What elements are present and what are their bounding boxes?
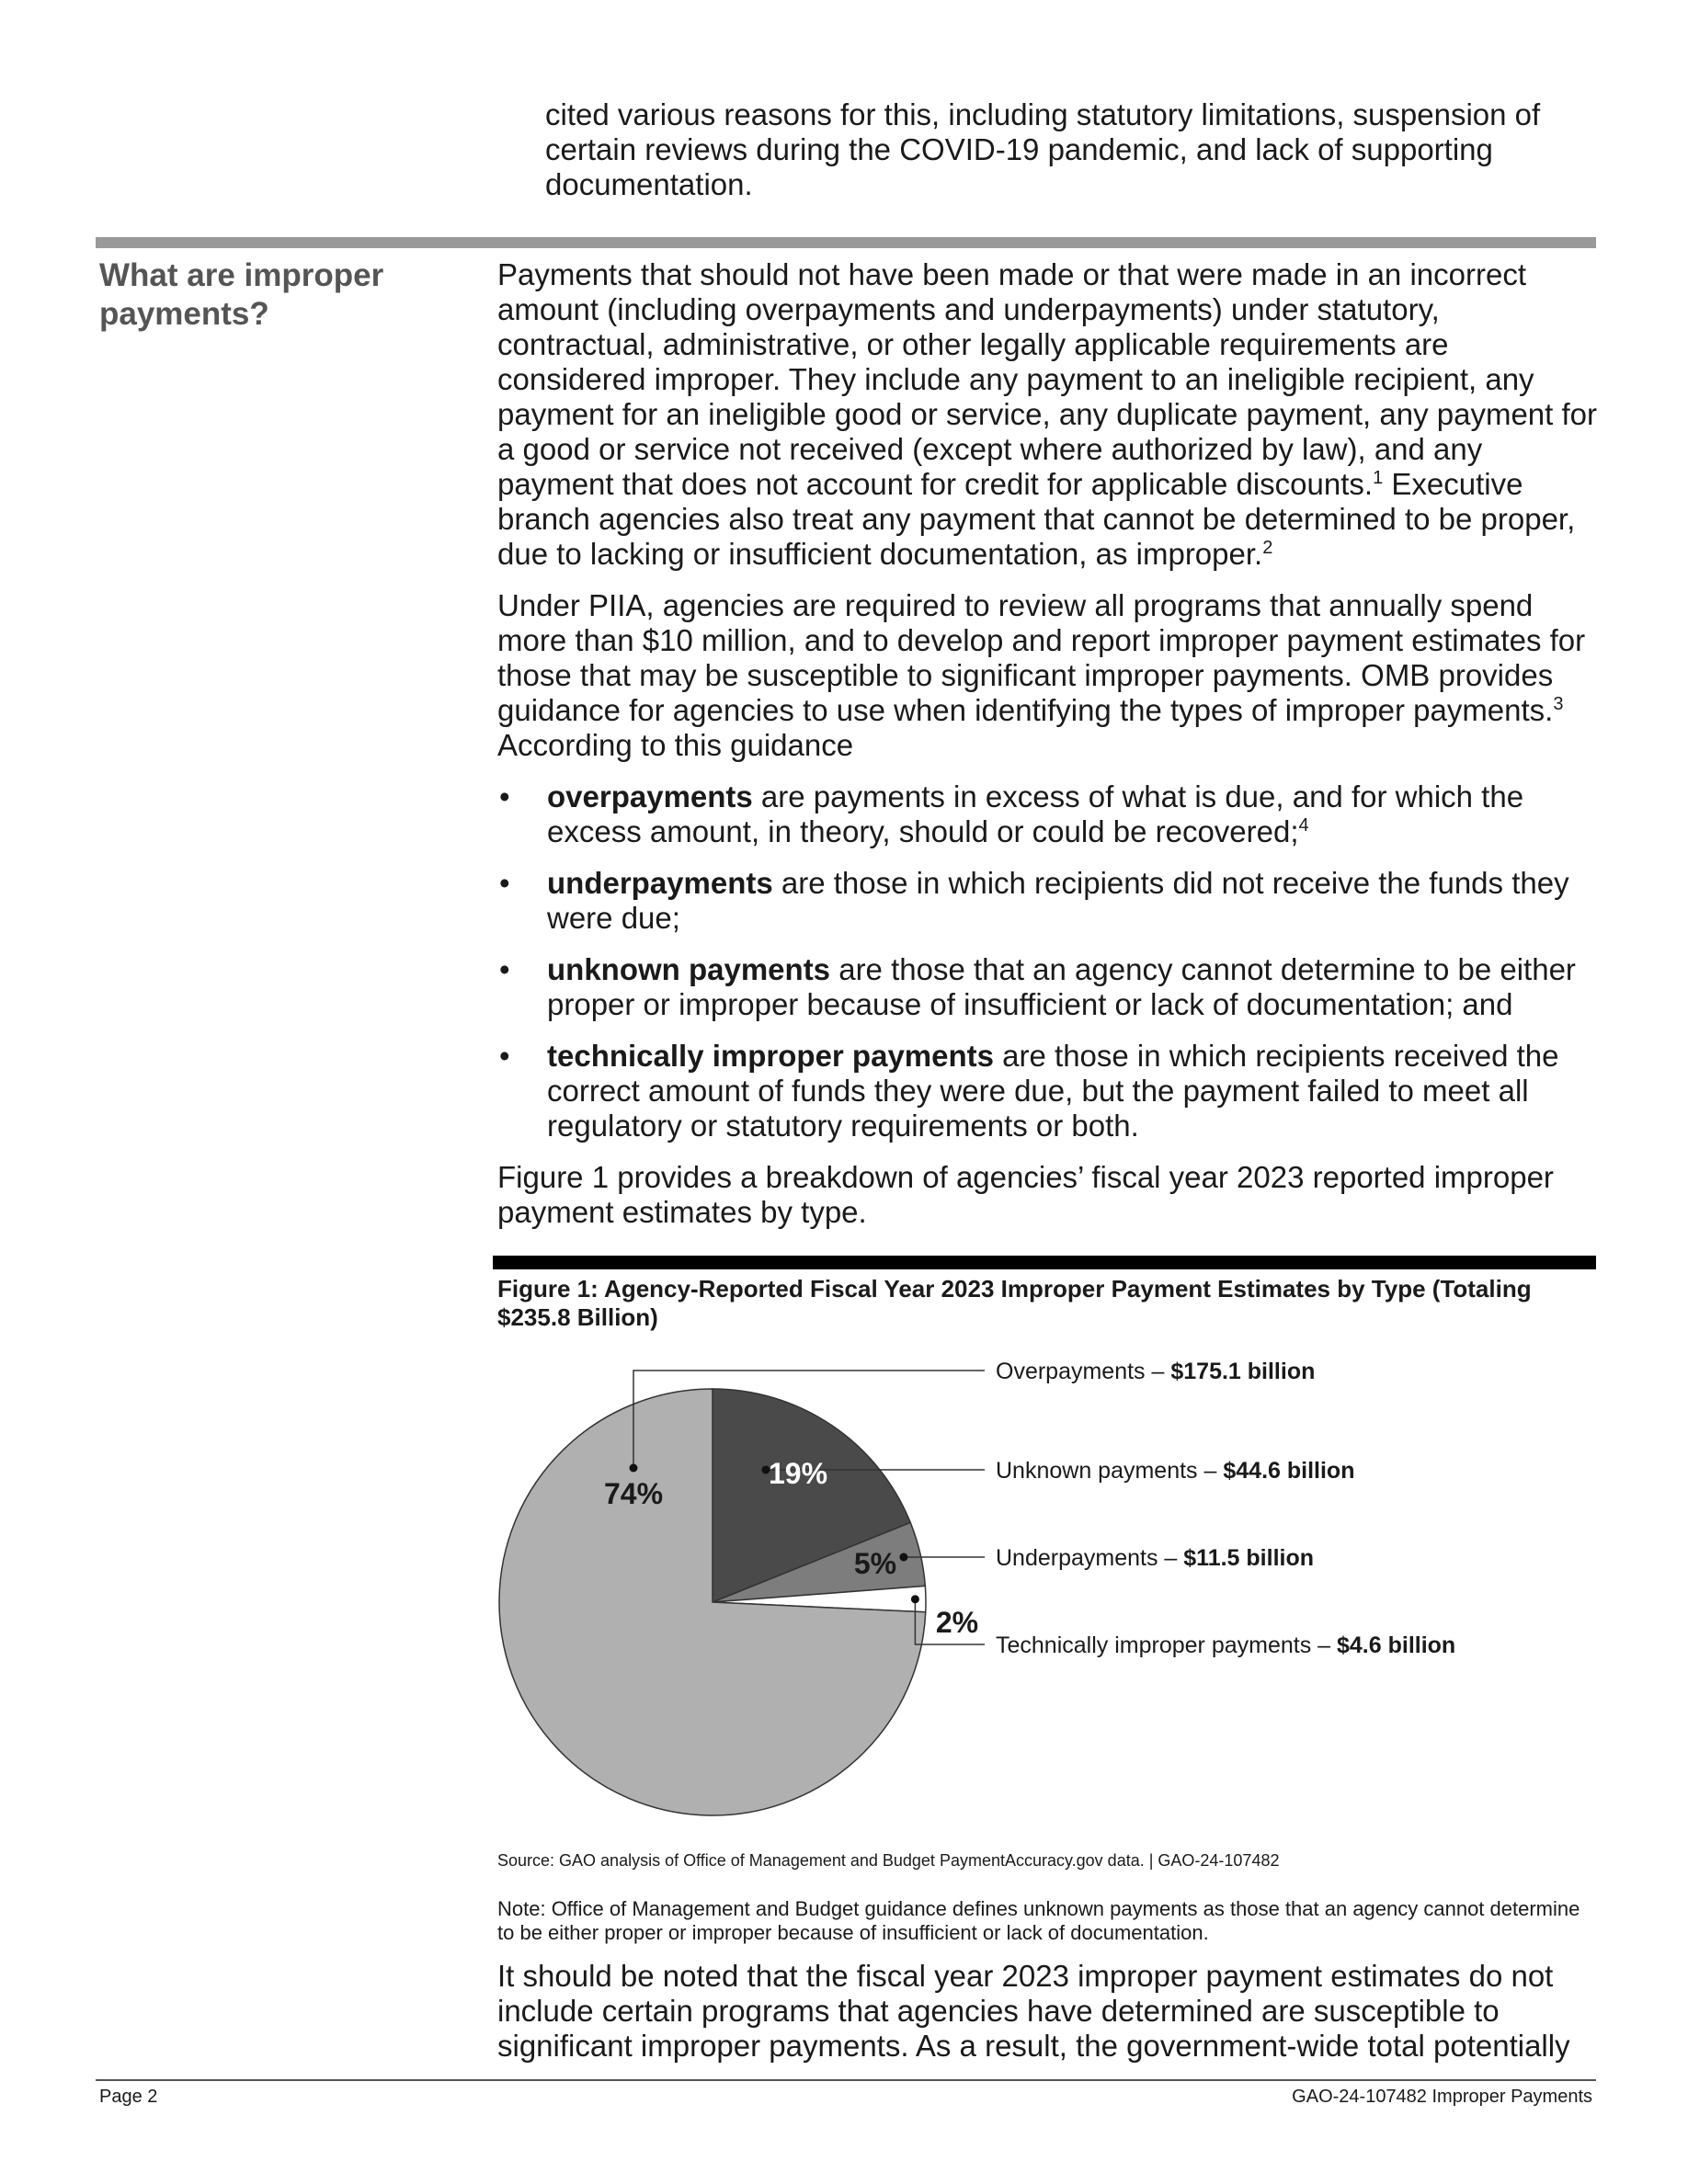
footnote-ref-2[interactable]: 2 — [1262, 538, 1273, 558]
bullet-icon: • — [499, 952, 510, 986]
closing-paragraph: It should be noted that the fiscal year 2023 improper payment estimates do not include certain programs that agencies have determined are susceptible to significant improper payments. As a result, the government-wide total potentially — [497, 1959, 1570, 2063]
bullet-icon: • — [499, 1039, 510, 1073]
leader-dot-overpayments — [630, 1464, 638, 1473]
bullet-term: unknown payments — [547, 952, 831, 986]
legend-label-underpayments: Underpayments – $11.5 billion — [996, 1545, 1315, 1571]
definition-text-a: Payments that should not have been made or that were made in an incorrect amount (including overpayments and underpayments) under statutory, contractual, administrative, or other legally applicable requirements are considered improper. They include any payment to an ineligible recipient, any payment for an ineligible good or service, any duplicate payment, any payment for a good or service not received (except where authorized by law), and any payment that does not account for credit for applicable discounts. — [497, 257, 1598, 501]
figure-note: Note: Office of Management and Budget guidance defines unknown payments as those that an agency cannot determine to be either proper or improper because of insufficient or lack of documentation. — [497, 1897, 1580, 1944]
bullet-icon: • — [499, 779, 510, 813]
bullet-term: underpayments — [547, 866, 773, 900]
figure-source: Source: GAO analysis of Office of Management and Budget PaymentAccuracy.gov data. | GAO-24-107482 — [497, 1851, 1280, 1870]
percent-label-technically-improper-payments: 2% — [935, 1606, 979, 1639]
legend-label-technically-improper-payments: Technically improper payments – $4.6 billion — [996, 1632, 1456, 1658]
footer-divider — [96, 2079, 1596, 2081]
percent-label-unknown-payments: 19% — [768, 1457, 828, 1490]
section-heading: What are improper payments? — [99, 257, 384, 332]
legend-label-overpayments: Overpayments – $175.1 billion — [996, 1359, 1316, 1384]
bullet-text: are payments in excess of what is due, and for which the excess amount, in theory, should or could be recovered; — [547, 779, 1524, 848]
leader-dot-technically-improper-payments — [911, 1595, 919, 1603]
report-id: GAO-24-107482 Improper Payments — [1292, 2087, 1592, 2107]
leader-dot-underpayments — [899, 1553, 907, 1562]
pie-slices — [499, 1389, 926, 1815]
page-number: Page 2 — [99, 2087, 158, 2107]
bullet-term: overpayments — [547, 779, 753, 813]
intro-text: cited various reasons for this, including statutory limitations, suspension of certain reviews during the COVID-19 pandemic, and lack of supporting documentation. — [545, 97, 1541, 201]
bullet-text: are those in which recipients did not receive the funds they were due; — [547, 866, 1569, 935]
figure-intro-paragraph: Figure 1 provides a breakdown of agencies’ fiscal year 2023 reported improper payment estimates by type. — [497, 1160, 1554, 1229]
definition-text-b: Executive branch agencies also treat any payment that cannot be determined to be proper, due to lacking or insufficient documentation, as improper. — [497, 467, 1576, 571]
legend-label-unknown-payments: Unknown payments – $44.6 billion — [996, 1458, 1355, 1484]
bullet-text: are those in which recipients received the correct amount of funds they were due, but the payment failed to meet all regulatory or statutory requirements or both. — [547, 1039, 1559, 1143]
footnote-ref-3[interactable]: 3 — [1553, 694, 1564, 714]
piia-text-a: Under PIIA, agencies are required to review all programs that annually spend more than $10 million, and to develop and report improper payment estimates for those that may be susceptible to significant improper payments. OMB provides guidance for agencies to use when identifying the types of improper payments. — [497, 588, 1586, 727]
chart-legend — [996, 1359, 1455, 1658]
bullet-icon: • — [499, 866, 510, 900]
percent-label-overpayments: 74% — [603, 1477, 664, 1510]
figure-title: Figure 1: Agency-Reported Fiscal Year 2023 Improper Payment Estimates by Type (Totaling $235.8 Billion) — [497, 1275, 1532, 1331]
footnote-ref-1[interactable]: 1 — [1373, 468, 1384, 488]
piia-text-b: According to this guidance — [497, 728, 854, 762]
bullet-term: technically improper payments — [547, 1039, 994, 1073]
footnote-ref-4[interactable]: 4 — [1298, 815, 1309, 836]
bullet-text: are those that an agency cannot determine to be either proper or improper because of insufficient or lack of documentation; and — [547, 952, 1576, 1021]
percent-label-underpayments: 5% — [853, 1547, 897, 1580]
